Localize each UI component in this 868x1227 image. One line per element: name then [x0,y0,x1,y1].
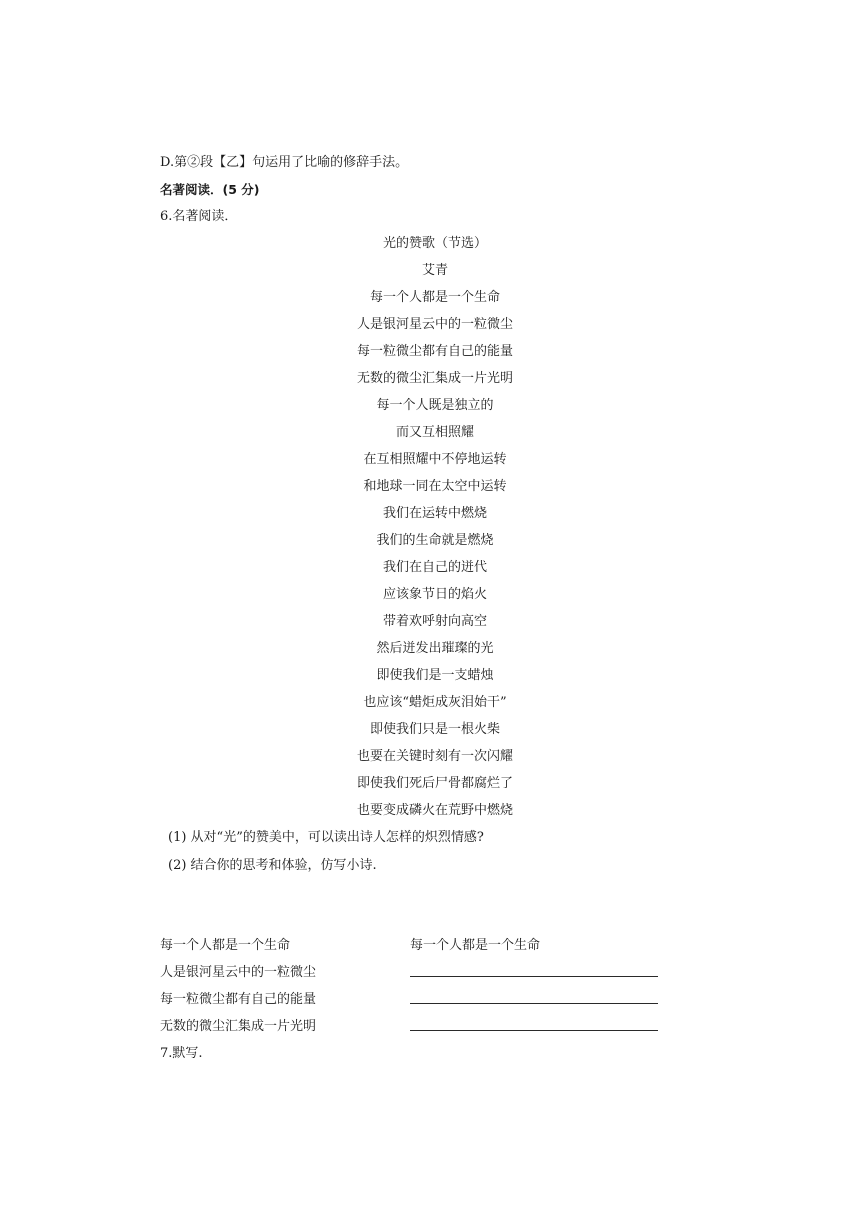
answer-blank-line[interactable] [410,1030,658,1031]
imitation-first-line: 每一个人都是一个生命 [410,938,541,953]
option-d-text: D.第②段【乙】句运用了比喻的修辞手法。 [160,155,409,170]
poem-line: 即使我们是一支蜡烛 [376,668,494,683]
imitation-original-line: 人是银河星云中的一粒微尘 [160,965,317,980]
poem-line: 应该象节日的焰火 [382,587,487,602]
poem-line: 在互相照耀中不停地运转 [363,452,507,467]
poem-line: 然后迸发出璀璨的光 [376,641,494,656]
question-6-1: (1) 从对“光”的赞美中，可以读出诗人怎样的炽烈情感? [168,830,484,845]
poem-author: 艾青 [421,263,448,278]
poem-line: 也要变成磷火在荒野中燃烧 [356,803,513,818]
poem-line: 我们的生命就是燃烧 [376,533,494,548]
poem-line: 也应该“蜡炬成灰泪始干” [363,695,507,710]
poem-line: 每一粒微尘都有自己的能量 [356,344,513,359]
answer-blank-line[interactable] [410,1003,658,1004]
poem-line: 也要在关键时刻有一次闪耀 [356,749,513,764]
poem-line: 无数的微尘汇集成一片光明 [356,371,513,386]
poem-line: 我们在运转中燃烧 [382,506,487,521]
section-title: 名著阅读．(5 分) [160,182,260,197]
poem-line: 和地球一同在太空中运转 [363,479,507,494]
poem-line: 每一个人都是一个生命 [369,290,500,305]
poem-title: 光的赞歌（节选） [382,236,487,251]
answer-blank-line[interactable] [410,976,658,977]
poem-line: 人是银河星云中的一粒微尘 [356,317,513,332]
question-6-2: (2) 结合你的思考和体验，仿写小诗. [168,858,377,873]
imitation-original-line: 每一粒微尘都有自己的能量 [160,992,317,1007]
imitation-original-line: 每一个人都是一个生命 [160,938,291,953]
question-6-label: 6.名著阅读． [160,209,238,224]
poem-line: 即使我们死后尸骨都腐烂了 [356,776,513,791]
poem-line: 而又互相照耀 [395,425,474,440]
imitation-original-line: 无数的微尘汇集成一片光明 [160,1019,317,1034]
poem-line: 带着欢呼射向高空 [382,614,487,629]
poem-line: 每一个人既是独立的 [376,398,494,413]
poem-line: 我们在自己的迸代 [382,560,487,575]
poem-line: 即使我们只是一根火柴 [369,722,500,737]
question-7-label: 7.默写. [160,1046,203,1061]
